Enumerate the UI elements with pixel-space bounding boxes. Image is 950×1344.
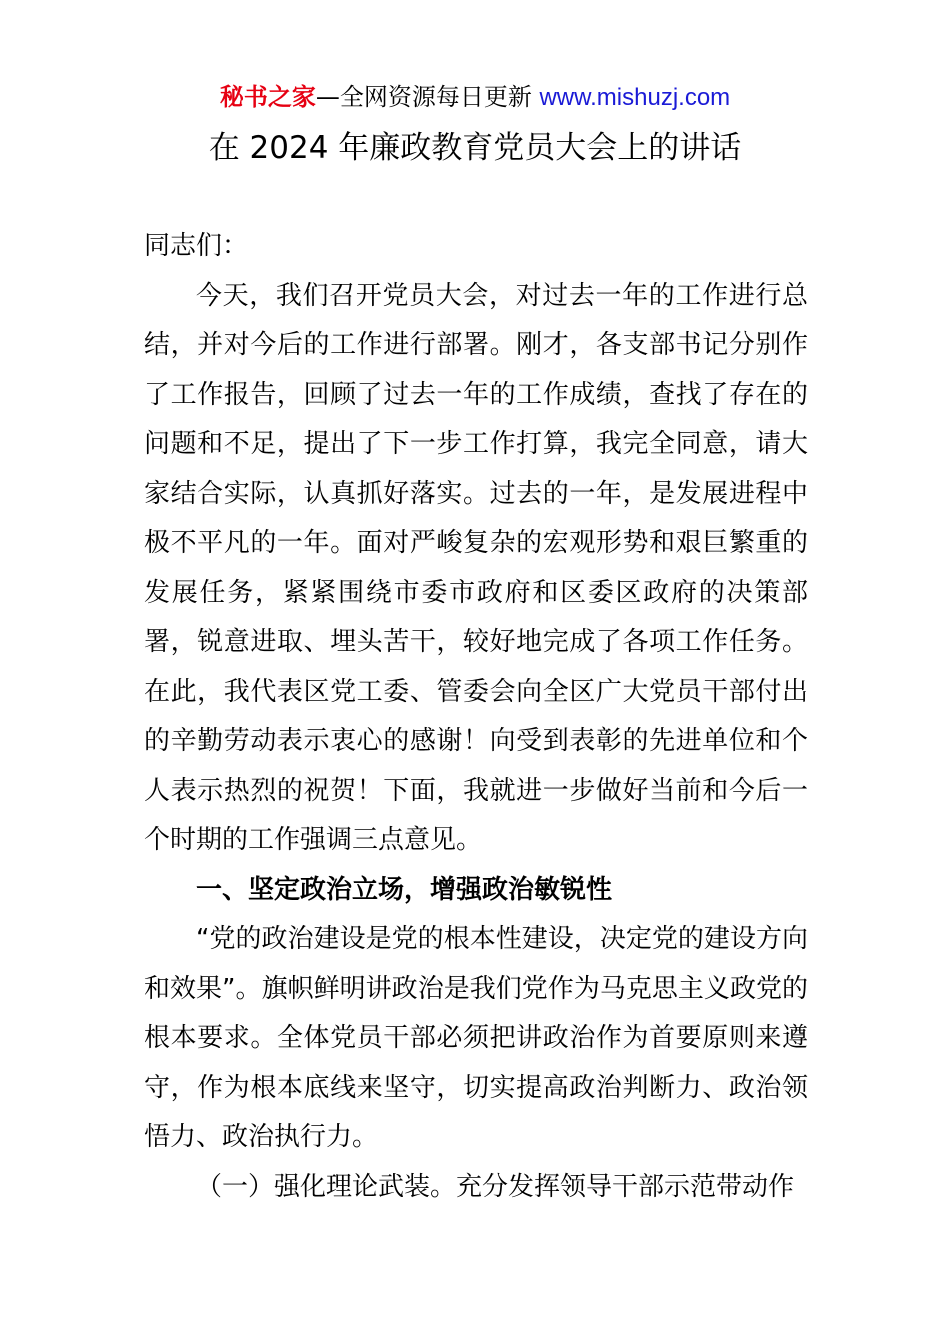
- document-body: [144, 222, 808, 1212]
- site-tagline: —全网资源每日更新: [315, 83, 532, 111]
- site-url-link[interactable]: www.mishuzj.com: [539, 84, 731, 111]
- intro-paragraph: 今天，我们召开党员大会，对过去一年的工作进行总结，并对今后的工作进行部署。刚才，各支部书记分别作了工作报告，回顾了过去一年的工作成绩，查找了存在的问题和不足，提出了下一步工作打算，我完全同意，请大家结合实际，认真抓好落实。过去的一年，是发展进程中极不平凡的一年。面对严峻复杂的宏观形势和艰巨繁重的发展任务，紧紧围绕市委市政府和区委区政府的决策部署，锐意进取、埋头苦干，较好地完成了各项工作任务。在此，我代表区党工委、管委会向全区广大党员干部付出的辛勤劳动表示衷心的感谢！向受到表彰的先进单位和个人表示热烈的祝贺！下面，我就进一步做好当前和今后一个时期的工作强调三点意见。: [144, 280, 808, 855]
- site-brand-name: 秘书之家: [219, 83, 316, 111]
- subsection-paragraph: （一）强化理论武装。充分发挥领导干部示范带动作: [196, 1171, 795, 1202]
- section-heading: 一、坚定政治立场，增强政治敏锐性: [196, 874, 613, 905]
- document-title: 在 2024 年廉政教育党员大会上的讲话: [208, 130, 742, 166]
- salutation: 同志们：: [144, 231, 249, 261]
- section-paragraph: “党的政治建设是党的根本性建设，决定党的建设方向和效果”。旗帜鲜明讲政治是我们党作为马克思主义政党的根本要求。全体党员干部必须把讲政治作为首要原则来遵守，作为根本底线来坚守，切实提高政治判断力、政治领悟力、政治执行力。: [144, 924, 808, 1152]
- site-header: [0, 82, 950, 113]
